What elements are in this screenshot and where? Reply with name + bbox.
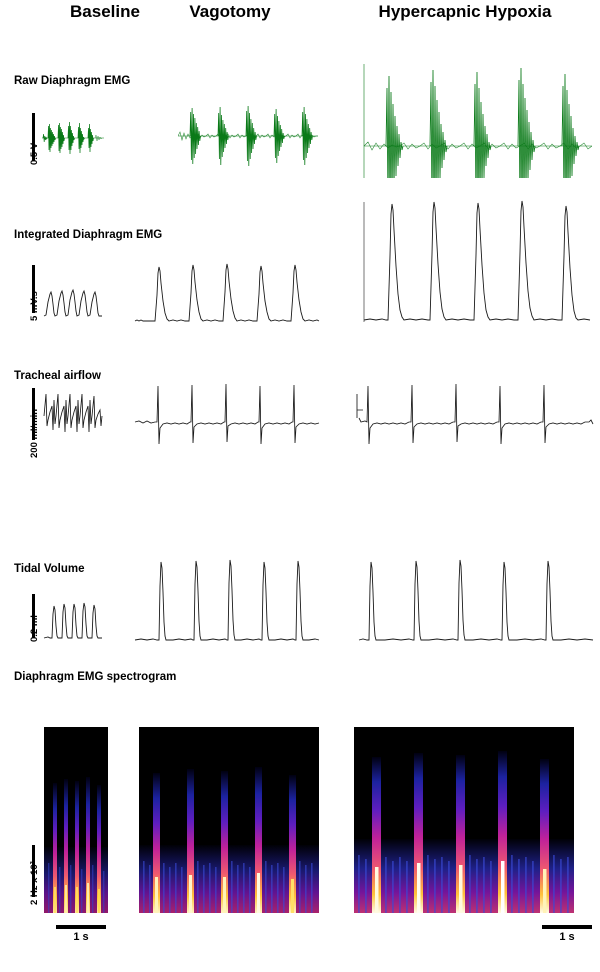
trace-airflow-vagotomy: [133, 380, 321, 450]
trace-airflow-baseline: [42, 386, 104, 444]
row-label-tracheal-airflow: Tracheal airflow: [14, 370, 101, 382]
trace-tidal-volume-vagotomy: [133, 556, 321, 642]
trace-integrated-emg-hypercapnic-hypoxia: [360, 196, 592, 322]
row-label-tidal-volume: Tidal Volume: [14, 563, 85, 575]
figure-panel: Baseline Vagotomy Hypercapnic Hypoxia Raw Diaphragm EMG Integrated Diaphragm EMG Tracheal airflow Tidal Volume Diaphragm EMG spectrogram 0.5 V 5 mV.s 200 ml/min 0.2 ml 2 Hz x 10³ 1 s 1 s: [0, 0, 600, 972]
trace-raw-emg-vagotomy: [178, 98, 318, 174]
spectrogram-baseline: [44, 727, 108, 913]
column-header-hypercapnic-hypoxia: Hypercapnic Hypoxia: [378, 2, 552, 21]
row-label-integrated-diaphragm-emg: Integrated Diaphragm EMG: [14, 229, 163, 241]
spectrogram-hypercapnic-hypoxia: [354, 727, 574, 913]
trace-raw-emg-hypercapnic-hypoxia: [360, 58, 592, 178]
column-header-baseline: Baseline: [70, 2, 140, 21]
trace-tidal-volume-hypercapnic-hypoxia: [357, 556, 595, 642]
trace-integrated-emg-vagotomy: [133, 255, 321, 323]
airflow-left-marker: [356, 388, 364, 422]
column-header-vagotomy: Vagotomy: [189, 2, 271, 21]
trace-airflow-hypercapnic-hypoxia: [357, 380, 595, 450]
trace-tidal-volume-baseline: [42, 592, 104, 640]
trace-integrated-emg-baseline: [42, 272, 104, 318]
trace-raw-emg-baseline: [42, 108, 104, 168]
spectrogram-vagotomy: [139, 727, 319, 913]
row-label-raw-diaphragm-emg: Raw Diaphragm EMG: [14, 75, 131, 87]
row-label-diaphragm-emg-spectrogram: Diaphragm EMG spectrogram: [14, 671, 177, 683]
